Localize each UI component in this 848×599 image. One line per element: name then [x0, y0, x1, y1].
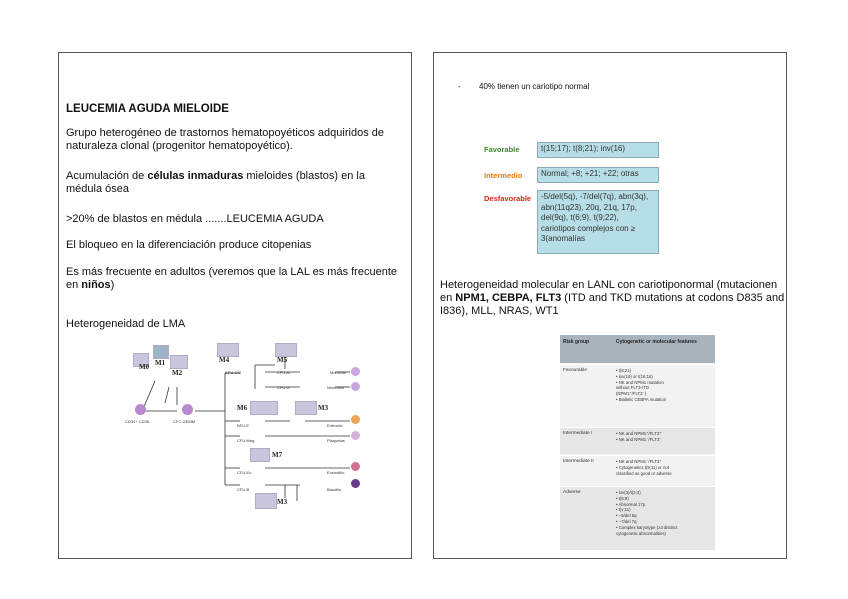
micrograph-m3-bottom [255, 493, 277, 509]
label-m3: M3 [318, 404, 329, 412]
label-bfu-e: BFU-E [237, 423, 249, 428]
label-m4: M4 [219, 356, 230, 364]
row-features: • inv(3)/t(3;3) • t(6;9) • Abnormal 17p • t(v;11) • −5/del 5q • −7/del 7q • Complex karyotype (≥3 distinct cytogenetic abnormalities) [616, 490, 678, 536]
label-m7: M7 [272, 451, 283, 459]
paragraph-blasts: >20% de blastos en médula .......LEUCEMIA AGUDA [66, 213, 324, 225]
header-risk-group: Risk group [563, 339, 590, 345]
label-monocito: Monocito [330, 370, 347, 375]
bullet-dash: - [458, 82, 461, 91]
header-features: Cytogenetic or molecular features [616, 339, 697, 345]
table-row [560, 455, 715, 485]
neutrophil-icon [351, 382, 360, 391]
label-cfu-m: CFU-M [277, 370, 290, 375]
basophil-icon [351, 479, 360, 488]
row-group: Adverse [563, 490, 581, 495]
risk-label-intermedio: Intermedio [484, 171, 523, 180]
paragraph-molecular: Heterogeneidad molecular en LANL con cariotiponormal (mutacionen en NPM1, CEBPA, FLT3 (ITD and TKD mutations at codons D835 and I836), MLL, NRAS, WT1 [440, 279, 785, 317]
risk-box-intermedio: Normal; +8; +21; +22; otras [537, 167, 659, 183]
risk-box-favorable: t(15;17); t(8;21); inv(16) [537, 142, 659, 158]
label-m2: M2 [172, 369, 183, 377]
paragraph-citopenias: El bloqueo en la diferenciación produce citopenias [66, 239, 312, 251]
label-neutrofilo: Neutrófilo [327, 385, 345, 390]
progenitor-cell-icon [182, 404, 193, 415]
label-basofilo: Basófilo [327, 487, 342, 492]
micrograph-m7 [250, 448, 270, 462]
hematopoiesis-diagram [125, 343, 365, 513]
paragraph-frequency: Es más frecuente en adultos (veremos que la LAL es más frecuente en niños) [66, 266, 397, 291]
risk-label-favorable: Favorable [484, 145, 520, 154]
label-cfu-gm: CFU-GM [225, 370, 241, 375]
label-cfu-eo: CFU-Eo [237, 470, 252, 475]
erythrocyte-icon [351, 415, 360, 424]
paragraph-accumulation: Acumulación de células inmaduras mieloides (blastos) en la médula ósea [66, 170, 365, 195]
stem-cell-icon [135, 404, 146, 415]
paragraph-heterogeneity: Heterogeneidad de LMA [66, 318, 186, 330]
right-slide [433, 52, 787, 559]
left-slide [58, 52, 412, 559]
risk-table [560, 335, 715, 550]
row-features: • NK and NPM1⁺/FLT3⁺ • NK and NPM1⁻/FLT3⁻ [616, 431, 662, 442]
bullet-normal-karyotype: 40% tienen un cariotipo normal [479, 82, 590, 91]
label-m1: M1 [155, 359, 166, 367]
micrograph-m5 [275, 343, 297, 357]
label-eritrocito: Eritrocito [327, 423, 343, 428]
micrograph-m2 [170, 355, 188, 369]
label-cfu-meg: CFU-Meg [237, 438, 255, 443]
risk-label-desfavorable: Desfavorable [484, 194, 532, 203]
table-row [560, 486, 715, 550]
label-m0: M0 [139, 363, 150, 371]
label-m3-bottom: M3 [277, 498, 288, 506]
row-group: Intermediate II [563, 459, 594, 464]
row-features: • NK and NPM1⁻/FLT3⁺ • Cytogenetics t(9;11) or not classified as good or adverse [616, 459, 672, 476]
label-m5: M5 [277, 356, 288, 364]
label-cfu-b: CFU-B [237, 487, 250, 492]
platelet-icon [351, 431, 360, 440]
label-cfc-gemm: CFC-GEMM [173, 419, 195, 424]
table-header [560, 335, 715, 363]
micrograph-m6 [250, 401, 278, 415]
micrograph-m1 [153, 345, 169, 359]
row-group: Intermediate I [563, 431, 593, 436]
table-row [560, 427, 715, 454]
micrograph-m3-top [295, 401, 317, 415]
row-group: Favourable [563, 368, 587, 373]
label-eosinofilo: Eosinófilo [327, 470, 345, 475]
paragraph-definition: Grupo heterogéneo de trastornos hematopoyéticos adquiridos de naturaleza clonal (progenitor hematopoyético). [66, 127, 384, 152]
label-plaquetas: Plaquetas [327, 438, 345, 443]
label-cfu-g: CFU-G [277, 385, 290, 390]
label-cd34: CD34+ CD38- [125, 419, 151, 424]
slide-title: LEUCEMIA AGUDA MIELOIDE [66, 103, 229, 115]
monocyte-icon [351, 367, 360, 376]
micrograph-m4 [217, 343, 239, 357]
row-features: • t(8;21) • inv(16) or t(16;16) • NK and NPM1 mutation without FLT3-ITD (NPM1⁺/FLT3⁻) • Biallelic CEBPA mutation [616, 368, 667, 402]
table-row [560, 364, 715, 426]
label-m6: M6 [237, 404, 248, 412]
risk-box-desfavorable: -5/del(5q), -7/del(7q), abn(3q), abn(11q23), 20q, 21q, 17p, del(9q), t(6;9), t(9;22), cariotipos complejos con ≥ 3(anomalías [537, 190, 659, 254]
eosinophil-icon [351, 462, 360, 471]
